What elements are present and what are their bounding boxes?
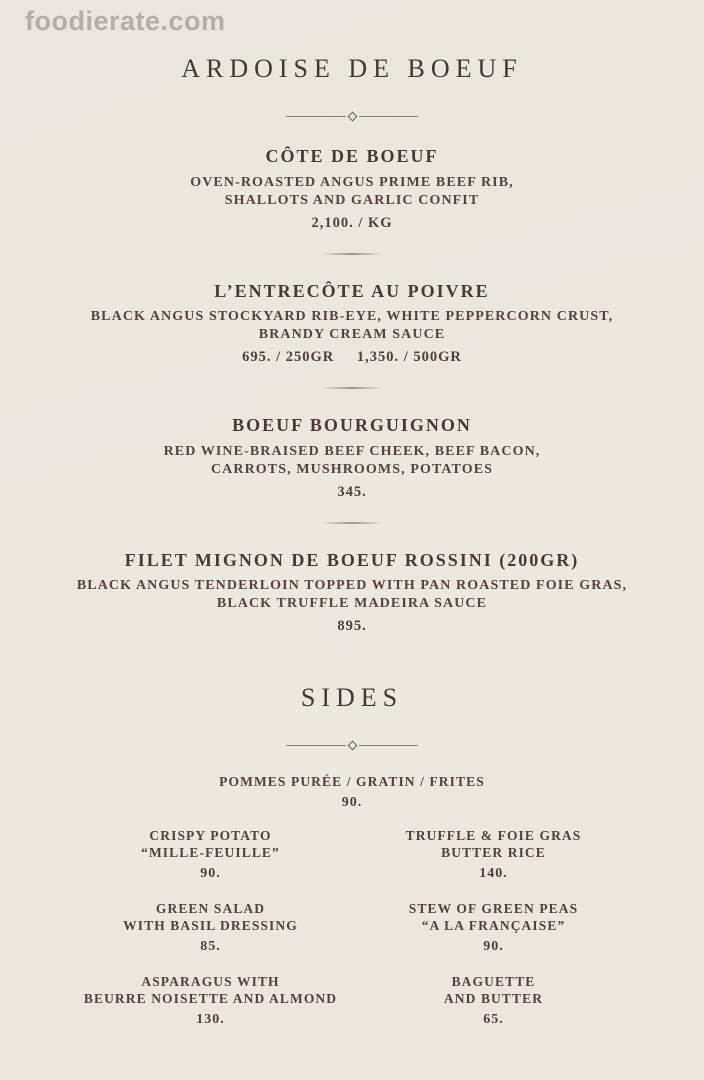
side-price: 140. xyxy=(479,866,508,882)
item-name: FILET MIGNON DE BOEUF ROSSINI (200GR) xyxy=(124,549,580,570)
side-name-line: “A LA FRANÇAISE” xyxy=(421,918,566,934)
side-price: 130. xyxy=(196,1012,225,1028)
item-price: 2,100. / KG xyxy=(311,214,393,231)
item-price: 345. xyxy=(337,483,367,500)
diamond-icon xyxy=(347,741,357,751)
item-name: CÔTE DE BOEUF xyxy=(265,146,439,166)
side-name-line: GREEN SALAD xyxy=(155,901,266,917)
divider-line xyxy=(359,116,419,117)
item-description xyxy=(0,174,704,210)
side-name xyxy=(73,827,348,861)
side-name xyxy=(356,827,631,861)
description-line: SHALLOTS AND GARLIC CONFIT xyxy=(224,192,480,208)
side-name-line: CRISPY POTATO xyxy=(149,828,272,844)
description-line: RED WINE-BRAISED BEEF CHEEK, BEEF BACON, xyxy=(163,443,541,459)
divider-line xyxy=(286,116,346,117)
side-item-green-salad xyxy=(69,900,352,955)
side-item-asparagus xyxy=(69,973,352,1028)
sides-section-title: SIDES xyxy=(300,683,404,713)
side-name-line: AND BUTTER xyxy=(443,991,544,1007)
side-item-stew-green-peas xyxy=(352,900,635,955)
side-price: 90. xyxy=(341,795,363,811)
item-description xyxy=(0,577,704,613)
side-item-crispy-potato xyxy=(69,827,352,882)
description-line: BRANDY CREAM SAUCE xyxy=(258,327,446,343)
watermark-foodierate: foodierate.com xyxy=(25,6,226,36)
menu-item-filet-mignon-rossini xyxy=(0,550,704,636)
side-name: POMMES PURÉE / GRATIN / FRITES xyxy=(219,774,485,790)
item-description xyxy=(0,443,704,479)
side-name-line: BUTTER RICE xyxy=(441,845,546,861)
side-name-line: “MILLE-FEUILLE” xyxy=(141,845,280,861)
side-name-line: STEW OF GREEN PEAS xyxy=(408,901,579,917)
diamond-icon xyxy=(347,112,357,122)
sides-grid xyxy=(69,827,635,1028)
side-item-baguette xyxy=(352,973,635,1028)
side-name xyxy=(356,973,631,1007)
description-line: BLACK ANGUS TENDERLOIN TOPPED WITH PAN ROASTED FOIE GRAS, xyxy=(76,578,628,594)
side-name-line: BAGUETTE xyxy=(451,974,536,990)
item-divider xyxy=(321,253,383,255)
side-name xyxy=(73,973,348,1007)
item-divider xyxy=(321,387,383,389)
price-500gr: 1,350. / 500GR xyxy=(356,349,462,366)
description-line: OVEN-ROASTED ANGUS PRIME BEEF RIB, xyxy=(190,174,514,190)
side-item-truffle-butter-rice xyxy=(352,827,635,882)
description-line: CARROTS, MUSHROOMS, POTATOES xyxy=(210,461,494,477)
side-price: 90. xyxy=(200,866,221,882)
divider-line xyxy=(359,745,419,746)
item-description xyxy=(0,308,704,344)
item-name: L’ENTRECÔTE AU POIVRE xyxy=(214,280,490,301)
item-divider xyxy=(321,522,383,524)
menu-item-cote-de-boeuf xyxy=(0,146,704,232)
item-price xyxy=(0,349,704,366)
side-price: 90. xyxy=(483,939,504,955)
side-name-line: ASPARAGUS WITH xyxy=(141,974,280,990)
menu-item-entrecote-au-poivre xyxy=(0,281,704,367)
side-name xyxy=(73,900,348,934)
ornament-divider xyxy=(286,742,418,749)
side-item-pommes xyxy=(0,773,704,811)
ornament-divider xyxy=(286,113,418,120)
menu-item-boeuf-bourguignon xyxy=(0,415,704,501)
price-250gr: 695. / 250GR xyxy=(242,349,335,366)
description-line: BLACK ANGUS STOCKYARD RIB-EYE, WHITE PEPPERCORN CRUST, xyxy=(90,309,614,325)
side-price: 85. xyxy=(200,939,221,955)
side-name-line: TRUFFLE & FOIE GRAS xyxy=(405,828,582,844)
item-price: 895. xyxy=(337,618,367,635)
item-name: BOEUF BOURGUIGNON xyxy=(232,415,472,436)
divider-line xyxy=(286,745,346,746)
side-price: 65. xyxy=(483,1012,504,1028)
description-line: BLACK TRUFFLE MADEIRA SAUCE xyxy=(216,596,488,612)
menu-section-title: ARDOISE DE BOEUF xyxy=(181,54,523,83)
side-name xyxy=(356,900,631,934)
side-name-line: BEURRE NOISETTE AND ALMOND xyxy=(83,991,338,1007)
side-name-line: WITH BASIL DRESSING xyxy=(123,918,298,934)
